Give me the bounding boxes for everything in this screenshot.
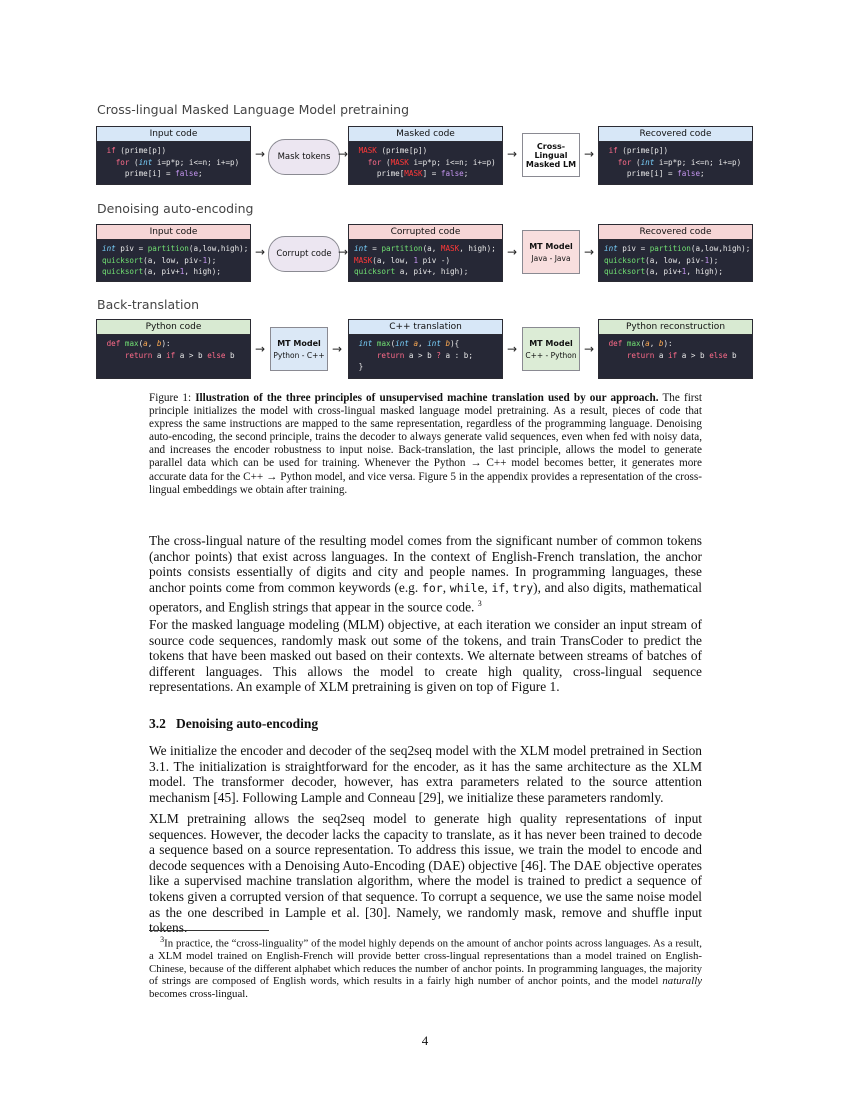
code-snippet: def max(a, b): return a if a > b else b <box>608 339 737 360</box>
keyword-if: if <box>491 580 506 595</box>
code-snippet: int piv = partition(a,low,high); quicksort(a, low, piv-1); quicksort(a, piv+1, high); <box>102 244 249 276</box>
paragraph-text: ), and also digits, mathematical operators, and English strings that appear in the source code. <box>149 579 702 615</box>
code-snippet: int piv = partition(a,low,high); quicksort(a, low, piv-1); quicksort(a, piv+1, high); <box>604 244 751 276</box>
paragraph-init: We initialize the encoder and decoder of the seq2seq model with the XLM model pretrained in Section 3.1. The initialization is straightforward for the encoder, as it has the same architecture as the XLM model. The transformer decoder, however, has extra parameters related to the source attention mechanism [45]. Following Lample and Conneau [29], we initialize these parameters randomly. <box>149 743 702 805</box>
corrupted-code-box <box>348 224 503 282</box>
recovered-code-box-dae <box>598 224 753 282</box>
masked-code-box <box>348 126 503 185</box>
paragraph-anchor-points: The cross-lingual nature of the resulting model comes from the significant number of common tokens (anchor points) that exist across languages. In the context of English-French translation, the anchor points consists essentially of digits and city and people names. In programming languages, these anchor points come from common keywords (e.g. for, while, if, try), and also digits, mathematical operators, and English strings that appear in the source code. $^3$ <box>149 533 702 615</box>
code-snippet: int = partition(a, MASK, high); MASK(a, low, 1 piv -) quicksort a, piv+, high); <box>354 244 496 276</box>
cpp-translation-box <box>348 319 503 379</box>
figure-section-mlm-title: Cross-lingual Masked Language Model pretraining <box>97 102 410 117</box>
section-number: 3.2 <box>149 716 166 731</box>
paragraph-dae: XLM pretraining allows the seq2seq model to generate high quality representations of input sequences. However, the decoder lacks the capacity to translate, as it has never been trained to decode a sequence based on a source representation. To address this issue, we train the model to encode and decode sequences with a Denoising Auto-Encoding (DAE) objective [46]. The DAE objective operates like a supervised machine translation algorithm, where the model is trained to predict a sequence of tokens given a corrupted version of that sequence. To corrupt a sequence, we use the same noise model as the one described in Lample et al. [30]. Namely, we randomly mask, remove and shuffle input tokens. <box>149 811 702 936</box>
arrow-icon: → <box>332 342 343 356</box>
mt-model-python-cpp <box>270 327 328 371</box>
code-box-header: Recovered code <box>599 225 752 240</box>
arrow-icon: → <box>507 342 518 356</box>
keyword-for: for <box>421 580 443 595</box>
model-subtitle: Python - C++ <box>273 350 325 360</box>
code-box-header: Input code <box>97 127 250 142</box>
caption-bold: Illustration of the three principles of unsupervised machine translation used by our approach. <box>195 392 659 404</box>
corrupt-code-step: Corrupt code <box>268 236 340 272</box>
arrow-icon: → <box>584 342 595 356</box>
footnote-divider <box>149 930 269 931</box>
arrow-icon: → <box>584 147 595 161</box>
python-code-box <box>96 319 251 379</box>
model-title: MT Model <box>277 338 321 348</box>
arrow-icon: → <box>507 147 518 161</box>
footnote-mark: 3 <box>160 935 165 944</box>
code-box-header: Recovered code <box>599 127 752 142</box>
model-subtitle: C++ - Python <box>525 350 577 360</box>
input-code-box-dae <box>96 224 251 282</box>
section-heading <box>149 716 318 732</box>
mt-model-cpp-python <box>522 327 580 371</box>
python-reconstruction-box <box>598 319 753 379</box>
arrow-icon: → <box>338 245 349 259</box>
figure-section-bt-title: Back-translation <box>97 297 200 312</box>
model-title: MT Model <box>529 338 573 348</box>
code-box-header: Python reconstruction <box>599 320 752 335</box>
arrow-icon: → <box>255 147 266 161</box>
section-title: Denoising auto-encoding <box>176 716 319 731</box>
mt-model-java-java <box>522 230 580 274</box>
paragraph-text: The cross-lingual nature of the resulting model comes from the significant number of common tokens (anchor points) that exist across languages. In the context of English-French translation, the anchor points consists essentially of digits and city and people names. In programming languages, these anchor points come from common keywords (e.g. <box>149 533 702 595</box>
footnote <box>149 934 702 1001</box>
arrow-icon: → <box>338 147 349 161</box>
model-title-line2: Masked LM <box>525 159 577 169</box>
caption-text: The first principle initializes the model with cross-lingual masked language model pretraining. As a result, pieces of code that express the same instructions are mapped to the same representation, regardless of the programming language. Denoising auto-encoding, the second principle, trains the decoder to always generate valid sequences, even when fed with noisy data, and increases the encoder robustness to input noise. Back-translation, the last principle, allows the model to generate parallel data which can be used for training. Whenever the Python → C++ model becomes better, it generates more accurate data for the C++ → Python model, and vice versa. Figure 5 in the appendix provides a representation of the cross-lingual embeddings we obtain after training. <box>149 392 702 496</box>
model-subtitle: Java - Java <box>531 253 571 263</box>
model-title: Cross-Lingual <box>534 141 568 160</box>
code-snippet: int max(int a, int b){ return a > b ? a : b; } <box>358 339 473 371</box>
arrow-icon: → <box>584 245 595 259</box>
code-snippet: def max(a, b): return a if a > b else b <box>106 339 235 360</box>
footnote-text: becomes cross-lingual. <box>149 987 248 1000</box>
paragraph-mlm: For the masked language modeling (MLM) objective, at each iteration we consider an input stream of source code sequences, randomly mask out some of the tokens, and train TransCoder to predict the tokens that have been masked out based on their contexts. We alternate between streams of batches of different languages. This allows the model to create high quality, cross-lingual sequence representations. An example of XLM pretraining is given on top of Figure 1. <box>149 617 702 695</box>
footnote-ref[interactable]: 3 <box>477 599 482 609</box>
code-snippet: if (prime[p]) for (int i=p*p; i<=n; i+=p) prime[i] = false; <box>608 146 742 178</box>
code-box-header: Input code <box>97 225 250 240</box>
arrow-icon: → <box>507 245 518 259</box>
code-box-header: C++ translation <box>349 320 502 335</box>
mask-tokens-step: Mask tokens <box>268 139 340 175</box>
caption-label: Figure 1: <box>149 392 192 404</box>
model-title: MT Model <box>529 241 573 251</box>
arrow-icon: → <box>255 342 266 356</box>
code-snippet: MASK (prime[p]) for (MASK i=p*p; i<=n; i+=p) prime[MASK] = false; <box>358 146 496 178</box>
cross-lingual-masked-lm-model <box>522 133 580 177</box>
recovered-code-box-mlm <box>598 126 753 185</box>
footnote-text: In practice, the “cross-linguality” of the model highly depends on the amount of anchor points across languages. As a result, a XLM model trained on English-French will provide better cross-lingual representations than a model trained on English-Chinese, because of the different alphabet which reduces the number of anchor points. In programming languages, the majority of strings are composed of English words, which results in a fairly high number of anchor points, and the model <box>149 937 703 988</box>
footnote-emphasis: naturally <box>662 975 702 988</box>
arrow-icon: → <box>255 245 266 259</box>
page-number: 4 <box>421 1033 429 1048</box>
input-code-box-mlm <box>96 126 251 185</box>
code-snippet: if (prime[p]) for (int i=p*p; i<=n; i+=p) prime[i] = false; <box>106 146 240 178</box>
code-box-header: Python code <box>97 320 250 335</box>
figure-caption <box>149 392 702 497</box>
keyword-try: try <box>512 580 534 595</box>
code-box-header: Masked code <box>349 127 502 142</box>
keyword-while: while <box>449 580 485 595</box>
figure-section-dae-title: Denoising auto-encoding <box>97 201 254 216</box>
code-box-header: Corrupted code <box>349 225 502 240</box>
